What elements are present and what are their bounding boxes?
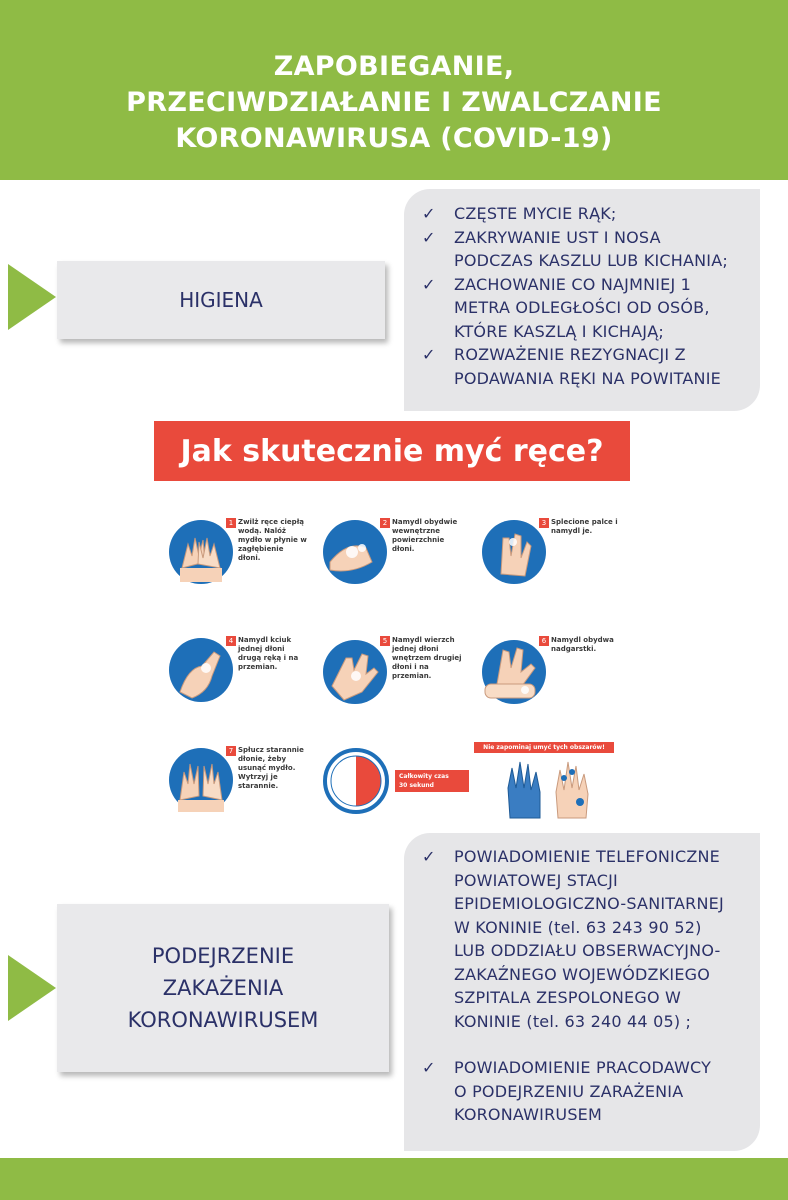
list-item: ✓ CZĘSTE MYCIE RĄK; [422,202,728,226]
check-icon: ✓ [422,274,436,294]
step-text: Zwilż ręce ciepłą wodą. Nalóż mydło w płynie w zagłębienie dłoni. [238,518,307,562]
step-number: 4 [226,636,236,646]
step-text: Spłucz starannie dłonie, żeby usunąć mydło. Wytrzyj je starannie. [238,746,304,790]
step-text: Namydl obydwa nadgarstki. [551,636,614,653]
clock-icon [323,748,389,814]
wash-step-6 [481,634,614,712]
step-text: Namydl wierzch jednej dłoni wnętrzem drugiej dłoni i na przemian. [392,636,462,680]
wash-step-5 [322,634,462,712]
list-item: ✓ POWIADOMIENIE TELEFONICZNE POWIATOWEJ STACJI EPIDEMIOLOGICZNO-SANITARNEJ W KONINIE (tel. 63 243 90 52) LUB ODDZIAŁU OBSERWACYJNO- ZAKAŹNEGO WOJEWÓDZKIEGO SZPITALA ZESPOLONEGO W KONINIE (tel. 63 240 44 05) ; [422,847,724,1031]
header-banner [0,0,788,180]
hygiene-list [422,202,728,390]
step-text: Namydl obydwie wewnętrzne powierzchnie dłoni. [392,518,458,553]
hand-wash-icon [168,744,234,816]
hands-areas-icon [500,758,600,822]
step-number: 6 [539,636,549,646]
list-item: ✓ POWIADOMIENIE PRACODAWCY O PODEJRZENIU ZARAŻENIA KORONAWIRUSEM [422,1058,712,1124]
page-title [126,49,662,157]
wash-step-4 [168,632,299,712]
check-icon: ✓ [422,345,436,364]
wash-step-1 [168,516,307,590]
step-number: 1 [226,518,236,528]
hand-wash-icon [168,516,234,586]
step-number: 5 [380,636,390,646]
title-line: KORONAWIRUSA (COVID-19) [175,123,613,154]
footer-bar [0,1158,788,1200]
step-number: 7 [226,746,236,756]
check-icon: ✓ [422,847,436,866]
hygiene-label [57,261,385,339]
list-item: ✓ ROZWAŻENIE REZYGNACJI Z PODAWANIA RĘKI NA POWITANIE [422,345,721,388]
suspicion-list [422,845,724,1127]
check-icon: ✓ [422,227,436,247]
total-time-badge: Całkowity czas 30 sekund [395,770,469,792]
step-number: 3 [539,518,549,528]
hand-wash-icon [481,516,547,586]
suspicion-label-line: ZAKAŻENIA [162,976,284,1000]
list-item: ✓ ZACHOWANIE CO NAJMNIEJ 1 METRA ODLEGŁOŚCI OD OSÓB, KTÓRE KASZLĄ I KICHAJĄ; [422,274,710,341]
wash-step-2 [322,516,458,590]
wash-step-3 [481,516,618,590]
step-text: Splecione palce i namydl je. [551,518,618,535]
check-icon: ✓ [422,1058,436,1077]
wash-step-7 [168,744,304,820]
step-number: 2 [380,518,390,528]
hand-wash-icon [322,634,388,708]
suspicion-label-line: KORONAWIRUSEM [127,1008,319,1032]
hygiene-label-text: HIGIENA [179,288,263,312]
remember-areas-label: Nie zapominaj umyć tych obszarów! [474,742,614,753]
title-line: ZAPOBIEGANIE, [273,51,515,82]
list-item: ✓ ZAKRYWANIE UST I NOSA PODCZAS KASZLU LUB KICHANIA; [422,227,728,270]
suspicion-label-line: PODEJRZENIE [151,944,295,968]
arrow-right-icon [8,264,56,330]
suspicion-label [57,904,389,1072]
arrow-right-icon [8,955,56,1021]
hand-wash-icon [481,634,547,708]
hygiene-panel [404,189,760,411]
check-icon: ✓ [422,204,436,223]
hand-wash-icon [168,632,234,708]
hand-wash-icon [322,516,388,586]
suspicion-panel [404,833,760,1151]
title-line: PRZECIWDZIAŁANIE I ZWALCZANIE [126,87,662,118]
hand-wash-title: Jak skutecznie myć ręce? [154,421,630,481]
step-text: Namydl kciuk jednej dłoni drugą ręką i na przemian. [238,636,299,671]
